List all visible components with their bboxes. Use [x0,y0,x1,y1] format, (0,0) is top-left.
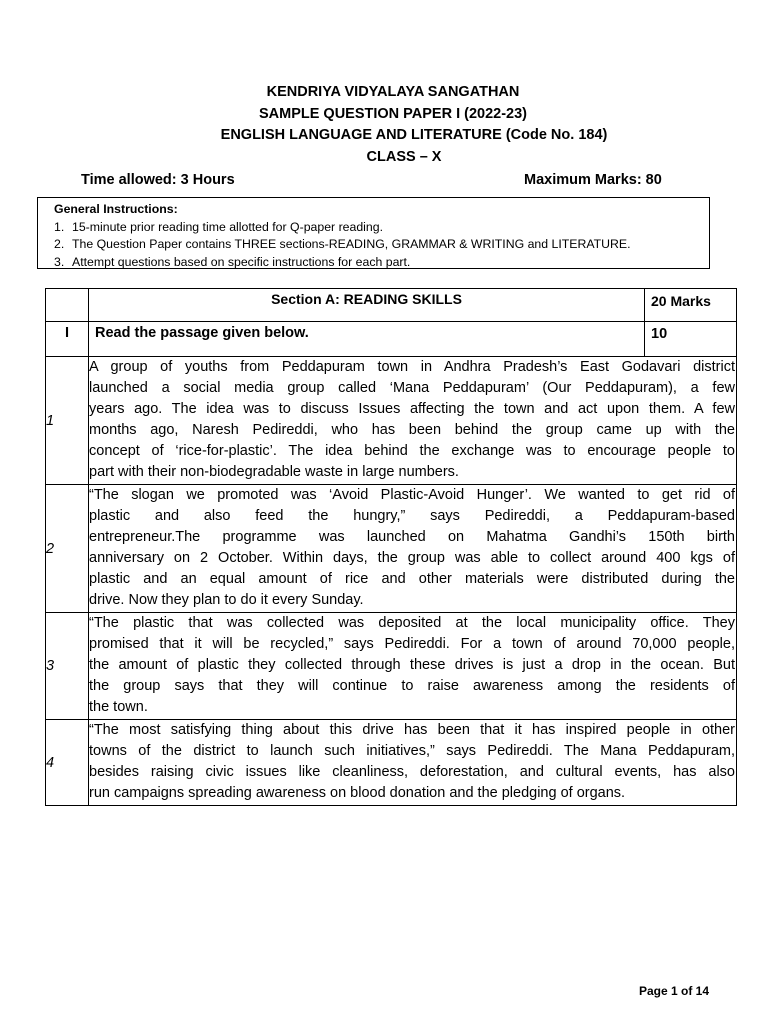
paper-title: SAMPLE QUESTION PAPER I (2022-23) [258,105,528,122]
section-title: Section A: READING SKILLS [89,289,645,322]
passage-paragraph-row [46,720,737,806]
paragraph-number: 4 [46,720,89,806]
subject-title: ENGLISH LANGUAGE AND LITERATURE (Code No. 184) [220,127,608,143]
paragraph-number: 1 [46,357,89,485]
maximum-marks: Maximum Marks: 80 [524,172,662,188]
organization-name: KENDRIYA VIDYALAYA SANGATHAN [266,84,520,100]
question-row [46,322,737,357]
question-number: I [46,322,89,357]
paragraph-text: “The most satisfying thing about this drive has been that it has inspired people in other towns of the district to launch such initiatives,” says Pedireddi. The Mana Peddapuram, besides raising civic issues like cleanliness, deforestation, and cultural events, has also run campaigns spreading awareness on blood donation and the pledging of organs. [89,720,737,806]
general-instructions-box [37,197,710,269]
passage-paragraph-row [46,485,737,613]
paragraph-text: A group of youths from Peddapuram town in Andhra Pradesh’s East Godavari district launched a social media group called ‘Mana Peddapuram’ (Our Peddapuram), a few years ago. The idea was to discuss Issues affecting the town and act upon them. A few months ago, Naresh Pedireddi, who has been behind the group came up with the concept of ‘rice-for-plastic’. The idea behind the exchange was to encourage people to part with their non-biodegradable waste in large numbers. [89,357,737,485]
instructions-title: General Instructions: [54,202,178,216]
paragraph-number: 2 [46,485,89,613]
question-text: Read the passage given below. [89,322,645,357]
passage-paragraph-row [46,357,737,485]
instructions-list [54,219,709,272]
paragraph-text: “The slogan we promoted was ‘Avoid Plastic-Avoid Hunger’. We wanted to get rid of plastic and also feed the hungry,” says Pedireddi, a Peddapuram-based entrepreneur.The programme was launched on Mahatma Gandhi’s 150th birth anniversary on 2 October. Within days, the group was able to collect around 400 kgs of plastic and an equal amount of rice and other materials were distributed during the drive. Now they plan to do it every Sunday. [89,485,737,613]
time-allowed: Time allowed: 3 Hours [81,172,235,188]
section-marks: 20 Marks [645,289,737,322]
question-marks: 10 [645,322,737,357]
section-header-row [46,289,737,322]
class-label: CLASS – X [366,148,442,165]
passage-paragraph-row [46,613,737,720]
section-a-table [45,288,737,806]
paragraph-text: “The plastic that was collected was deposited at the local municipality office. They promised that it will be recycled,” says Pedireddi. For a town of around 70,000 people, the amount of plastic they collected through these drives is just a drop in the ocean. But the group says that they will continue to raise awareness among the residents of the town. [89,613,737,720]
paper-header [0,82,768,168]
instruction-item: 3. Attempt questions based on specific instructions for each part. [54,254,411,269]
paragraph-number: 3 [46,613,89,720]
page-number: Page 1 of 14 [639,984,710,998]
instruction-item: 1. 15-minute prior reading time allotted for Q-paper reading. [54,219,384,234]
instruction-item: 2. The Question Paper contains THREE sections-READING, GRAMMAR & WRITING and LITERATURE. [54,237,631,251]
